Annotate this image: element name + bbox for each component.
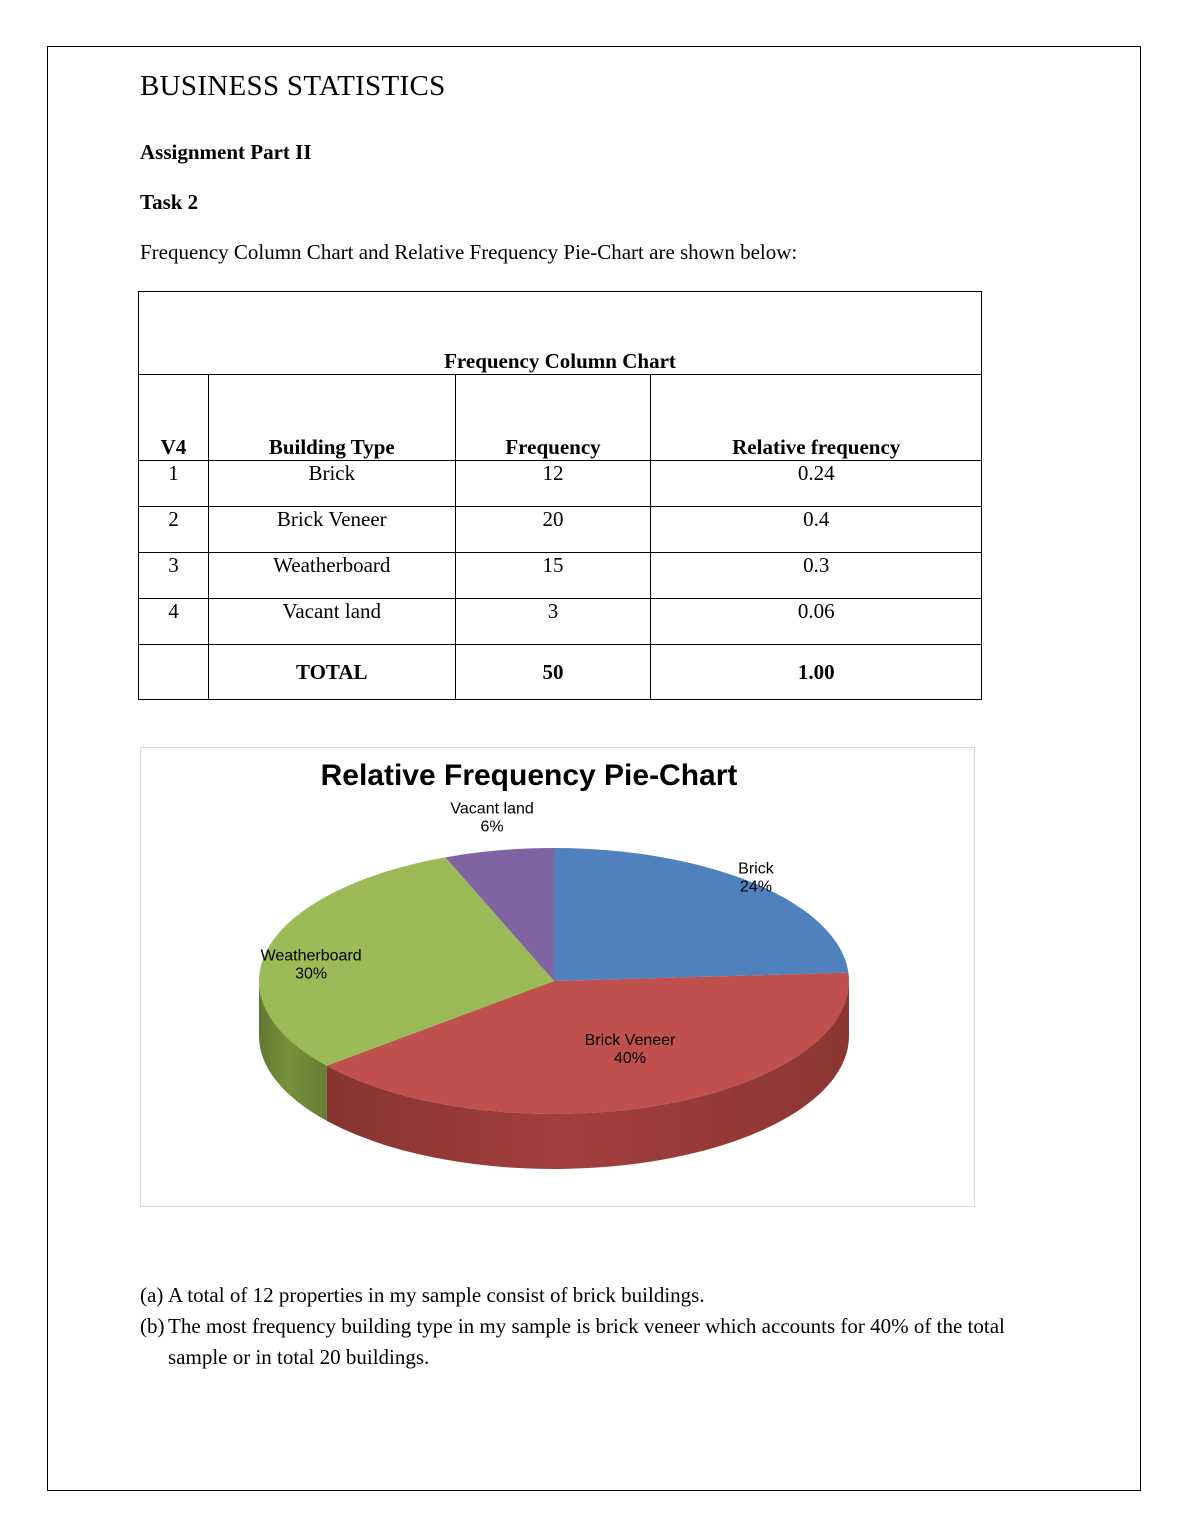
table-cell: 0.24 bbox=[651, 461, 982, 507]
pie-slice-brick bbox=[554, 848, 848, 981]
column-header: Building Type bbox=[208, 375, 455, 461]
table-cell: 2 bbox=[139, 507, 209, 553]
answer-a-text: A total of 12 properties in my sample consist of brick buildings. bbox=[168, 1283, 705, 1307]
total-relative-frequency: 1.00 bbox=[651, 645, 982, 700]
answers bbox=[140, 1280, 1040, 1373]
data-label-category: Brick Veneer bbox=[584, 1032, 676, 1050]
data-label-percent: 30% bbox=[295, 965, 328, 983]
task-heading: Task 2 bbox=[140, 190, 199, 214]
table-cell: 20 bbox=[455, 507, 651, 553]
table-total-row bbox=[139, 645, 982, 700]
answer-a bbox=[140, 1280, 1040, 1311]
table-cell: 12 bbox=[455, 461, 651, 507]
table-row bbox=[139, 461, 982, 507]
data-label-percent: 24% bbox=[739, 878, 772, 896]
table-cell: 15 bbox=[455, 553, 651, 599]
table-row bbox=[139, 599, 982, 645]
table-cell: Weatherboard bbox=[208, 553, 455, 599]
table-header-row bbox=[139, 375, 982, 461]
table-cell: 0.06 bbox=[651, 599, 982, 645]
data-label-brick bbox=[738, 860, 775, 895]
column-header: Frequency bbox=[455, 375, 651, 461]
table-cell: 3 bbox=[455, 599, 651, 645]
data-label-vacant-land bbox=[450, 801, 533, 836]
answer-b-marker: (b) bbox=[140, 1314, 165, 1338]
answer-b-text: The most frequency building type in my sample is brick veneer which accounts for 40% of the total sample or in total 20 buildings. bbox=[168, 1314, 1005, 1369]
answer-a-marker: (a) bbox=[140, 1283, 164, 1307]
table-cell: 1 bbox=[139, 461, 209, 507]
table-cell: 4 bbox=[139, 599, 209, 645]
table-cell: Brick bbox=[208, 461, 455, 507]
answer-b bbox=[140, 1311, 1040, 1373]
table-caption-row bbox=[139, 292, 982, 375]
pie-chart bbox=[140, 747, 975, 1207]
table-cell: 0.3 bbox=[651, 553, 982, 599]
assignment-subtitle: Assignment Part II bbox=[140, 140, 312, 164]
document-title: BUSINESS STATISTICS bbox=[140, 70, 446, 102]
column-header: Relative frequency bbox=[651, 375, 982, 461]
data-label-category: Weatherboard bbox=[260, 947, 362, 965]
total-label: TOTAL bbox=[208, 645, 455, 700]
column-header: V4 bbox=[139, 375, 209, 461]
total-frequency: 50 bbox=[455, 645, 651, 700]
frequency-table bbox=[138, 291, 982, 700]
table-cell: Vacant land bbox=[208, 599, 455, 645]
pie-chart-canvas bbox=[141, 748, 976, 1208]
chart-title: Relative Frequency Pie-Chart bbox=[320, 759, 738, 792]
data-label-category: Vacant land bbox=[450, 800, 534, 818]
table-row bbox=[139, 553, 982, 599]
table-cell bbox=[139, 645, 209, 700]
table-row bbox=[139, 507, 982, 553]
table-cell: Brick Veneer bbox=[208, 507, 455, 553]
data-label-percent: 40% bbox=[614, 1050, 647, 1068]
table-cell: 3 bbox=[139, 553, 209, 599]
table-cell: 0.4 bbox=[651, 507, 982, 553]
data-label-category: Brick bbox=[738, 860, 774, 878]
intro-paragraph: Frequency Column Chart and Relative Frequency Pie-Chart are shown below: bbox=[140, 240, 798, 264]
table-caption: Frequency Column Chart bbox=[139, 292, 982, 375]
data-label-percent: 6% bbox=[480, 818, 504, 836]
